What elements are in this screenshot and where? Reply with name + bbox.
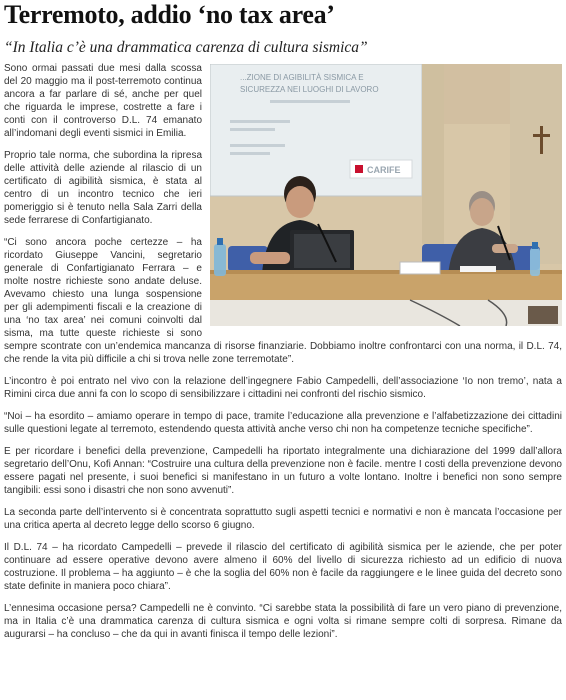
article-body (4, 62, 562, 641)
article (4, 0, 562, 650)
photo-illustration (210, 64, 562, 326)
slide-title-line1: ...ZIONE DI AGIBILITÀ SISMICA E (240, 73, 364, 82)
paragraph: E per ricordare i benefici della prevenzione, Campedelli ha riportato integralmente una dichiarazione del 1999 dall’allora segretario dell’Onu, Kofi Annan: “Costruire una cultura della prevenzione non è facile. mentre I costi della prevenzione devono essere pagati nel presente, i suoi benefici si manifestano in un futuro a volte lontano. Inoltre i benefici non sono sempre tangibili: essi sono i disastri che non sono avvenuti”. (4, 446, 562, 496)
paragraph: Proprio tale norma, che subordina la ripresa delle attività delle aziende al rilascio di un certificato di agibilità sismica, è stata al centro di un incontro tecnico che ieri pomeriggio si è tenuto nella Sala Zarri della sede ferrarese di Confartigianato. (4, 150, 202, 226)
slide-logo: CARIFE (367, 165, 401, 175)
slide-title-line2: SICUREZZA NEI LUOGHI DI LAVORO (240, 85, 379, 94)
paragraph: “Ci sono ancora poche certezze – ha ricordato Giuseppe Vancini, segretario generale di Confartigianato Ferrara – e molte nostre richieste sono andate deluse. Avevamo chiesto una lunga sospensione per gli adempimenti fiscali e la creazione di una ‘no tax area’ nei comuni coinvolti dal sisma, ma tutte queste richieste si sono sempre scontrate con un’endemica mancanza di risorse finanziarie. Dobbiamo inoltre confrontarci con una norma, il D.L. 74, che rende la vita più difficile a chi si trova nelle zone terremotate”. (4, 237, 562, 365)
conference-table (210, 270, 562, 300)
laptop-icon (280, 230, 364, 276)
headline: Terremoto, addio ‘no tax area’ (4, 0, 335, 29)
paragraph: Il D.L. 74 – ha ricordato Campedelli – prevede il rilascio del certificato di agibilità sismica per le aziende, che per poter continuare ad essere operative devono avere almeno il 60% del livello di sicurezza richiesto ad un edificio di nuova costruzione. Il problema – ha aggiunto – è che la soglia del 60% non è facile da raggiungere e le linee guida del decreto sono state definite in maniera poco chiara”. (4, 542, 562, 592)
paragraph: La seconda parte dell’intervento si è concentrata soprattutto sugli aspetti tecnici e normativi e non è mancata l’occasione per una critica aperta al decreto legge dello scorso 6 giugno. (4, 507, 562, 531)
paragraph: L’incontro è poi entrato nel vivo con la relazione dell’ingegnere Fabio Campedelli, dell’associazione ‘Io non tremo’, nata a Rimini circa due anni fa con lo scopo di sensibilizzare i cittadini nei confronti del rischio sismico. (4, 376, 562, 400)
paragraph: “Noi – ha esordito – amiamo operare in tempo di pace, tramite l’educazione alla prevenzione e l’alfabetizzazione dei cittadini sulle questioni legate al terremoto, estendendo questa attività anche verso chi non ha competenze tecniche specifiche”. (4, 411, 562, 435)
conference-photo (210, 64, 562, 326)
subheadline: “In Italia c’è una drammatica carenza di cultura sismica” (4, 39, 368, 56)
paragraph: Sono ormai passati due mesi dalla scossa del 20 maggio ma il post-terremoto continua ancora a far parlare di sé, anche per quel che riguarda le imprese, costrette a fare i conti con il controverso D.L. 74 emanato all’indomani degli eventi sismici in Emilia. (4, 63, 202, 139)
paragraph: L’ennesima occasione persa? Campedelli ne è convinto. “Ci sarebbe stata la possibilità di fare un vero piano di prevenzione, ma in Italia c’è una drammatica carenza di cultura sismica e ogni volta si rimane sempre colti di sorpresa. Rimane da augurarsi – ha concluso – che da qui in avanti finisca il tempo delle lezioni”. (4, 603, 562, 640)
name-card (400, 262, 440, 274)
